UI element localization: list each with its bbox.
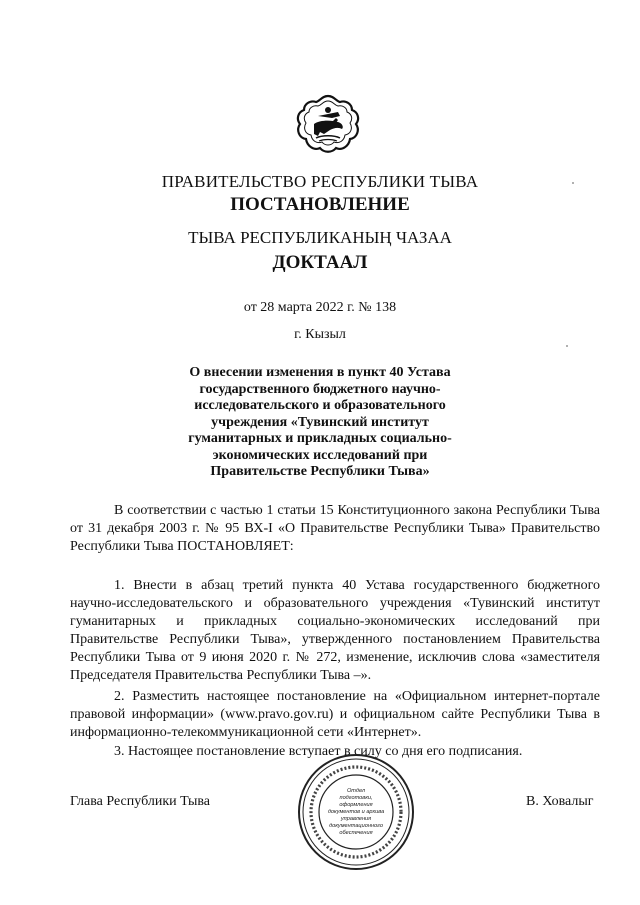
svg-text:документационного: документационного [329,823,383,829]
scan-speck [566,345,568,347]
signatory-name: В. Ховалыг [526,794,594,809]
government-name: ПРАВИТЕЛЬСТВО РЕСПУБЛИКИ ТЫВА [161,172,479,191]
scan-speck [572,182,574,184]
svg-text:оформления: оформления [339,802,373,808]
document-title: О внесении изменения в пункт 40 Устава государственного бюджетного научно-исследовательского и образовательного учреждения «Тувинский институт гуманитарных и прикладных социально-экономических исследований при Правительстве Республики Тыва» [188,365,452,479]
government-name-tyvan: ТЫВА РЕСПУБЛИКАНЫҢ ЧАЗАА [188,228,452,247]
document-city: г. Кызыл [294,327,346,342]
item-3-paragraph: 3. Настоящее постановление вступает в силу со дня его подписания. [114,744,523,759]
signatory-position: Глава Республики Тыва [70,794,211,809]
svg-text:Отдел: Отдел [346,788,366,794]
svg-text:подготовки,: подготовки, [339,795,373,801]
preamble-paragraph: В соответствии с частью 1 статьи 15 Конституционного закона Республики Тыва от 31 декабря 2003 г. № 95 ВХ-I «О Правительстве Республики Тыва» Правительство Республики Тыва ПОСТАНОВЛЯЕТ: [70,503,600,554]
item-1-paragraph: 1. Внести в абзац третий пункта 40 Устава государственного бюджетного научно-исследовательского и образовательного учреждения «Тувинский институт гуманитарных и прикладных социально-экономических исследований при Правительстве Республики Тыва», утвержденного постановлением Правительства Республики Тыва от 9 июня 2020 г. № 272, изменение, исключив слова «заместителя Председателя Правительства Республики Тыва –». [70,578,600,683]
document-date-number: от 28 марта 2022 г. № 138 [243,300,397,315]
item-2-paragraph: 2. Разместить настоящее постановление на «Официальном интернет-портале правовой информации» (www.pravo.gov.ru) и официальном сайте Республики Тыва в информационно-телекоммуникационной сети «Интернет». [70,689,600,740]
document-type-tyvan: ДОКТААЛ [272,252,368,273]
document-type: ПОСТАНОВЛЕНИЕ [230,194,410,215]
svg-text:обеспечения: обеспечения [339,830,373,836]
svg-text:документов и архива: документов и архива [327,809,385,815]
official-seal-icon [296,752,416,872]
svg-text:управления: управления [340,816,372,822]
tuva-emblem-icon [294,94,362,154]
